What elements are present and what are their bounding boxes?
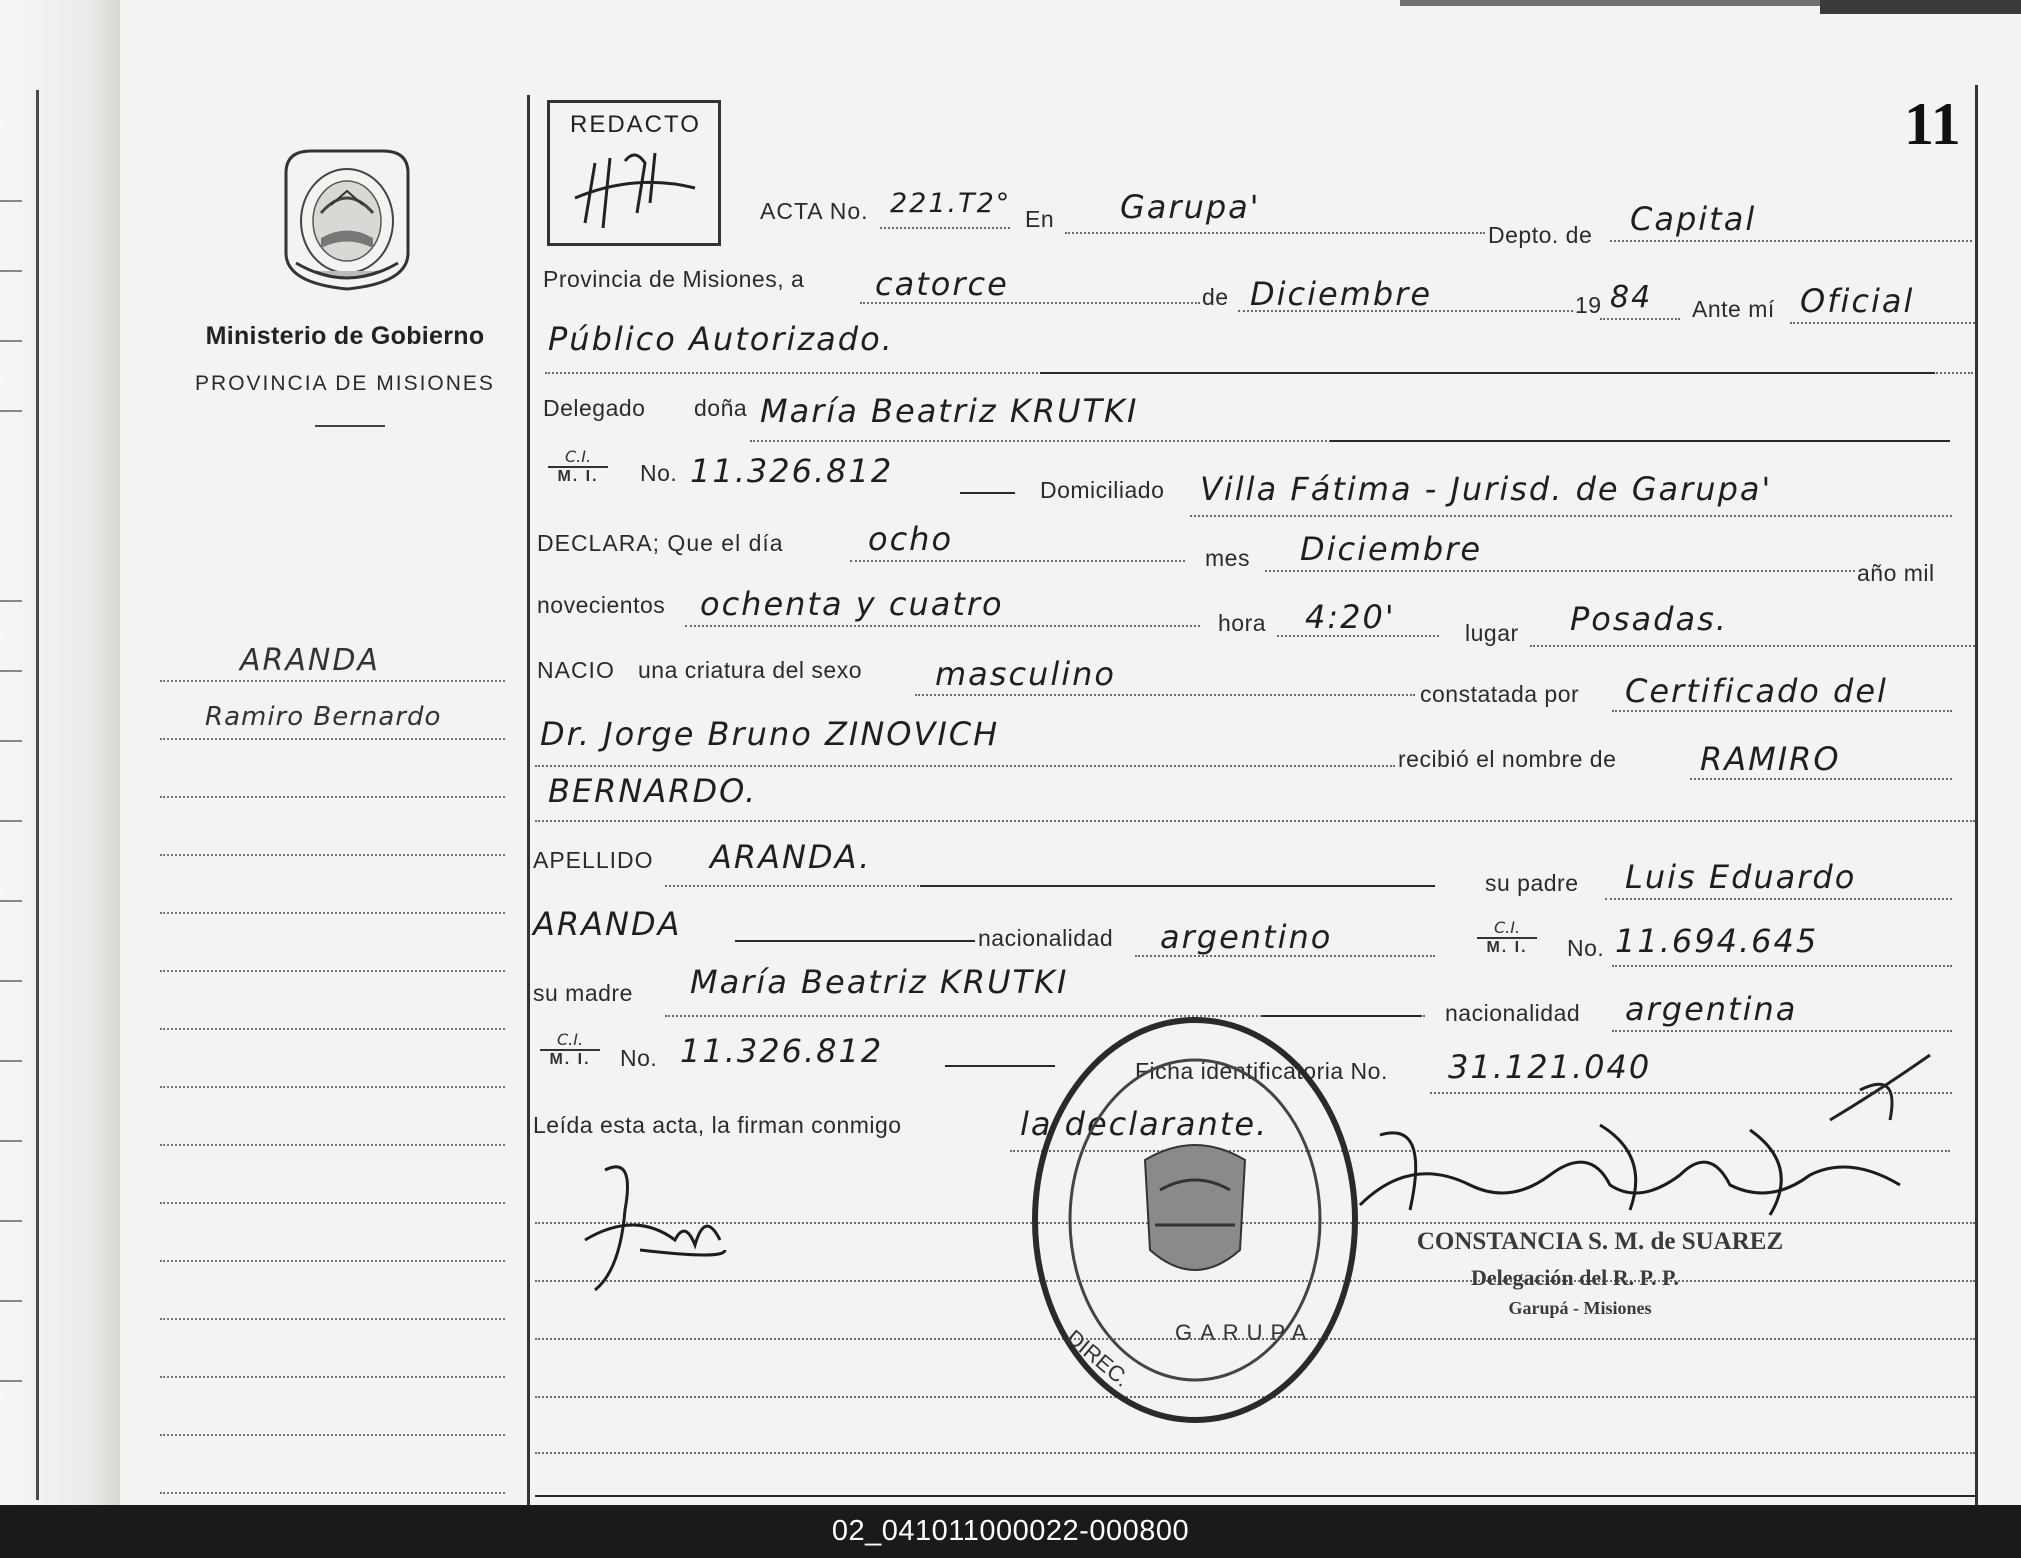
ruled-line	[535, 1452, 1975, 1454]
de-label: de	[1202, 284, 1229, 310]
scan-edge-shadow	[1820, 0, 2021, 14]
padre-dash	[735, 940, 975, 942]
bottom-rule	[535, 1495, 1975, 1497]
margin-line	[160, 1376, 505, 1378]
domicilio-line	[1190, 515, 1952, 517]
criatura-label: una criatura del sexo	[638, 657, 863, 683]
mi-label: M. I.	[1486, 939, 1528, 956]
margin-line	[160, 1028, 505, 1030]
margin-surname: ARANDA	[240, 643, 380, 678]
svg-text:DIREC.: DIREC.	[1061, 1324, 1135, 1392]
svg-text:GARUPA: GARUPA	[1175, 1320, 1315, 1345]
padre-nacionalidad: argentino	[1160, 918, 1333, 956]
delegado-dash	[1330, 440, 1950, 442]
spine-dash	[0, 1140, 22, 1142]
madre-nac-line	[1612, 1030, 1952, 1032]
redacto-box	[547, 100, 721, 246]
margin-line	[160, 854, 505, 856]
padre-doc-line	[1612, 965, 1952, 967]
seal-place: Garupá - Misiones	[1508, 1298, 1652, 1318]
official-signature	[1350, 1115, 1910, 1225]
header-rule	[315, 425, 385, 427]
padre-value-2: ARANDA	[533, 905, 682, 943]
delegado-doc-type	[548, 447, 608, 486]
provincia-label: Provincia de Misiones, a	[543, 266, 805, 292]
padre-value: Luis Eduardo	[1625, 858, 1857, 896]
spine-dash	[0, 670, 22, 672]
spine-dash	[0, 740, 22, 742]
constatada-value: Certificado del	[1625, 672, 1888, 710]
spine-dash	[0, 600, 22, 602]
delegado-doc-value: 11.326.812	[690, 452, 894, 490]
nacio-label: NACIO	[537, 657, 615, 683]
margin-given-names: Ramiro Bernardo	[205, 702, 442, 732]
constatada-label: constatada por	[1420, 681, 1580, 707]
spine-dash	[0, 340, 22, 342]
seal-name: CONSTANCIA S. M. de SUAREZ	[1416, 1228, 1784, 1255]
year-value: 84	[1610, 280, 1653, 315]
ficha-label: Ficha identificatoria No.	[1135, 1058, 1388, 1084]
ci-label: C.I.	[1477, 918, 1537, 939]
ano-label: año mil	[1857, 560, 1935, 586]
ficha-value: 31.121.040	[1448, 1048, 1652, 1086]
doctor-line	[535, 765, 1395, 767]
depto-value: Capital	[1630, 200, 1757, 238]
padre-doc-value: 11.694.645	[1615, 922, 1819, 960]
official-value: Oficial	[1800, 282, 1915, 320]
margin-line	[160, 738, 505, 740]
en-value: Garupa'	[1120, 188, 1261, 226]
declarant-signature	[575, 1150, 735, 1300]
lugar-value: Posadas.	[1570, 600, 1728, 638]
padre-nac-line	[1135, 955, 1435, 957]
spine-dash	[0, 270, 22, 272]
dona-label: doña	[694, 395, 748, 421]
official-line	[1790, 322, 1975, 324]
year-line	[1600, 318, 1680, 320]
margin-line	[160, 1260, 505, 1262]
margin-line	[160, 680, 505, 682]
form-left-border	[527, 95, 530, 1505]
hora-label: hora	[1218, 610, 1267, 636]
redacto-label: REDACTO	[570, 111, 701, 138]
birth-year-line	[685, 625, 1200, 627]
novecientos-label: novecientos	[537, 592, 666, 618]
spine-dash	[0, 980, 22, 982]
acta-line	[880, 227, 1010, 229]
margin-line	[160, 1434, 505, 1436]
month-value: Diciembre	[1250, 275, 1433, 313]
recibio-label: recibió el nombre de	[1398, 746, 1617, 772]
spine-dash	[0, 410, 22, 412]
day-value: catorce	[875, 265, 1009, 303]
padre-label: su padre	[1485, 870, 1579, 896]
birth-day-value: ocho	[868, 520, 954, 558]
nombre-line	[1690, 778, 1952, 780]
margin-line	[160, 1202, 505, 1204]
birth-month-value: Diciembre	[1300, 530, 1483, 568]
nombre-value: RAMIRO	[1700, 740, 1841, 778]
nombre-line-2	[535, 820, 1975, 822]
ci-label: C.I.	[548, 447, 608, 468]
apellido-label: APELLIDO	[533, 847, 654, 873]
spine-line	[36, 90, 39, 1500]
birth-year-value: ochenta y cuatro	[700, 585, 1004, 623]
redacto-signature	[565, 143, 705, 233]
official-value-2: Público Autorizado.	[548, 320, 894, 358]
seal-office: Delegación del R. P. P.	[1471, 1265, 1679, 1290]
scan-caption: 02_041011000022-000800	[831, 1515, 1190, 1547]
constatada-line	[1612, 710, 1952, 712]
official-dash	[1040, 372, 1935, 374]
domiciliado-label: Domiciliado	[1040, 477, 1165, 503]
spine-dash	[0, 1060, 22, 1062]
leida-label: Leída esta acta, la firman conmigo	[533, 1112, 902, 1138]
nacionalidad-label: nacionalidad	[978, 925, 1114, 951]
spine-dash	[0, 1220, 22, 1222]
ante-label: Ante mí	[1692, 296, 1775, 322]
month-line	[1238, 310, 1573, 312]
sexo-value: masculino	[935, 655, 1116, 693]
no-label: No.	[620, 1045, 658, 1071]
day-line	[860, 302, 1200, 304]
padre-line	[1605, 898, 1952, 900]
declara-label: DECLARA; Que el día	[537, 530, 784, 556]
doc-dash	[960, 492, 1015, 494]
margin-line	[160, 1086, 505, 1088]
depto-label: Depto. de	[1488, 222, 1593, 248]
spine-dash	[0, 1380, 22, 1382]
mi-label: M. I.	[549, 1051, 591, 1068]
padre-doc-type	[1477, 918, 1537, 957]
no-label: No.	[640, 460, 678, 486]
en-line	[1065, 232, 1485, 234]
margin-line	[160, 1144, 505, 1146]
page-number: 11	[1904, 91, 1961, 157]
ministry-title: Ministerio de Gobierno	[205, 322, 485, 350]
spine-dash	[0, 820, 22, 822]
provincia-de-misiones-crest-icon	[276, 143, 418, 293]
ci-label: C.I.	[540, 1030, 600, 1051]
margin-line	[160, 970, 505, 972]
margin-line	[160, 1492, 505, 1494]
sexo-line	[915, 694, 1415, 696]
hora-line	[1277, 635, 1439, 637]
margin-line	[160, 1318, 505, 1320]
no-label: No.	[1567, 935, 1605, 961]
form-right-border	[1975, 85, 1978, 1505]
spine-dash	[0, 1300, 22, 1302]
hora-value: 4:20'	[1305, 598, 1396, 636]
delegado-label: Delegado	[543, 395, 646, 421]
nacionalidad-label: nacionalidad	[1445, 1000, 1581, 1026]
birth-day-line	[850, 560, 1185, 562]
margin-line	[160, 796, 505, 798]
madre-doc-type	[540, 1030, 600, 1069]
en-label: En	[1025, 206, 1055, 232]
apellido-value: ARANDA.	[710, 838, 872, 876]
binding-spine	[0, 0, 120, 1505]
spine-dash	[0, 200, 22, 202]
delegado-value: María Beatriz KRUTKI	[760, 392, 1139, 430]
madre-label: su madre	[533, 980, 633, 1006]
mi-label: M. I.	[557, 468, 599, 485]
leida-value: la declarante.	[1020, 1105, 1269, 1143]
lugar-line	[1530, 645, 1975, 647]
domicilio-value: Villa Fátima - Jurisd. de Garupa'	[1200, 470, 1773, 508]
lugar-label: lugar	[1465, 620, 1519, 646]
birth-month-line	[1265, 570, 1855, 572]
province-subtitle: PROVINCIA DE MISIONES	[195, 372, 495, 395]
nombre-value-2: BERNARDO.	[548, 772, 758, 810]
margin-line	[160, 912, 505, 914]
madre-doc-value: 11.326.812	[680, 1032, 884, 1070]
acta-value: 221.T2°	[890, 188, 1012, 219]
spine-dash	[0, 900, 22, 902]
mes-label: mes	[1205, 545, 1250, 571]
registry-stamp	[1025, 1010, 1365, 1430]
madre-nacionalidad: argentina	[1625, 990, 1798, 1028]
depto-line	[1610, 240, 1972, 242]
madre-value: María Beatriz KRUTKI	[690, 963, 1069, 1001]
year-prefix: 19	[1575, 292, 1602, 318]
scan-edge-shadow	[1400, 0, 1820, 6]
constatada-value-2: Dr. Jorge Bruno ZINOVICH	[540, 715, 1000, 753]
apellido-dash	[920, 885, 1435, 887]
acta-label: ACTA No.	[760, 198, 869, 224]
